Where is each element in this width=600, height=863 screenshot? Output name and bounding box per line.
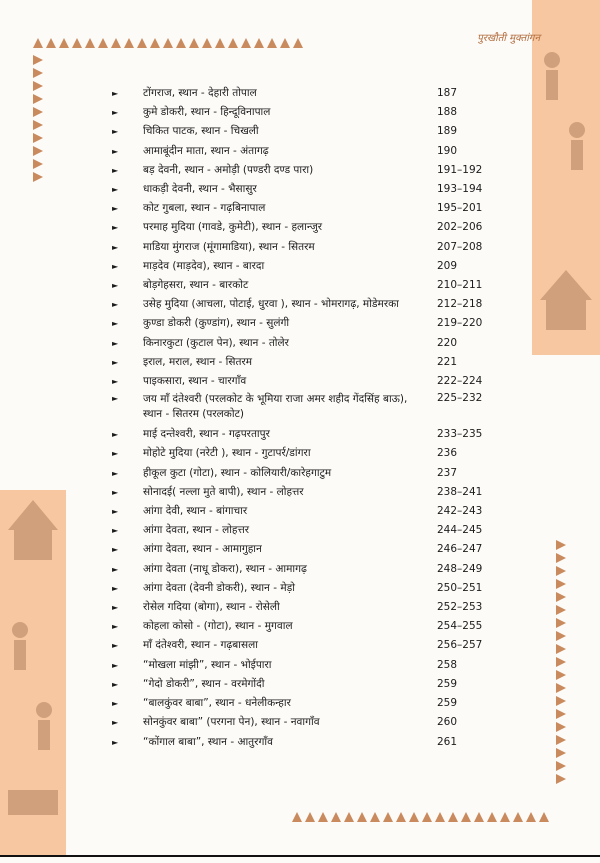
bullet-icon: ► <box>112 487 119 497</box>
toc-entry <box>112 636 492 655</box>
bullet-icon: ► <box>112 108 119 118</box>
bullet-icon: ► <box>112 430 119 440</box>
entry-pages: 187 <box>437 87 458 99</box>
entry-pages: 260 <box>437 716 458 729</box>
entry-pages: 190 <box>437 144 458 157</box>
bullet-icon: ► <box>112 261 119 271</box>
entry-title: कोट गुबला, स्थान - गढ़बिनापाल <box>143 202 266 215</box>
toc-entry <box>112 713 492 732</box>
entry-title: हीकूल कुटा (गोटा), स्थान - कोलियारी/कारेहगाटुम <box>143 466 332 479</box>
bullet-icon: ► <box>112 357 119 367</box>
toc-entry <box>112 84 492 103</box>
entry-title: आमाबूंदीन माता, स्थान - अंतागढ़ <box>143 144 269 157</box>
bullet-icon: ► <box>112 699 119 709</box>
toc-entry <box>112 142 492 161</box>
toc-entry <box>112 199 492 218</box>
bullet-icon: ► <box>112 507 119 517</box>
entry-pages: 193–194 <box>437 183 483 196</box>
tribal-art-illustration <box>0 490 66 855</box>
bullet-icon: ► <box>112 718 119 728</box>
entry-pages: 188 <box>437 106 458 119</box>
entry-title: जय माँ दंतेश्वरी (परलकोट के भूमिया राजा अमर शहीद गेंदसिंह बाऊ), स्थान - सितरम (परलकोट) <box>143 393 408 421</box>
entry-pages: 220 <box>437 336 458 349</box>
bullet-icon: ► <box>112 319 119 329</box>
toc-entry <box>112 598 492 617</box>
bullet-icon: ► <box>112 377 119 387</box>
toc-entry <box>112 122 492 141</box>
entry-title: इराल, मराल, स्थान - सितरम <box>143 355 253 368</box>
entry-pages: 248–249 <box>437 562 483 575</box>
entry-pages: 246–247 <box>437 543 483 556</box>
entry-pages: 219–220 <box>437 317 483 330</box>
toc-entry <box>112 257 492 276</box>
toc-entry <box>112 444 492 463</box>
toc-entry <box>112 464 492 483</box>
entry-pages: 233–235 <box>437 428 483 441</box>
bullet-icon: ► <box>112 127 119 137</box>
entry-title: माई दन्तेश्वरी, स्थान - गढ़परतापुर <box>143 428 270 441</box>
triangle-border-bottom <box>292 812 549 822</box>
entry-pages: 261 <box>437 735 458 748</box>
entry-title: माड़देव (माड़देव), स्थान - बारदा <box>143 259 265 272</box>
entry-title: माडिया मुंगराज (मूंगामाडिया), स्थान - सितरम <box>143 240 315 253</box>
bullet-icon: ► <box>112 583 119 593</box>
toc-entry <box>112 483 492 502</box>
entry-title: किनारकुटा (कुटाल पेन), स्थान - तोलेर <box>143 336 289 349</box>
entry-title: आंगा देवी, स्थान - बांगाचार <box>143 505 248 518</box>
entry-pages: 212–218 <box>437 298 483 311</box>
bullet-icon: ► <box>112 165 119 175</box>
entry-title: उसेह मुदिया (आचला, पोटाई, धुरवा ), स्थान - भोमरागढ़, मोडेमरका <box>143 298 399 311</box>
entry-pages: 238–241 <box>437 485 483 498</box>
toc-entry <box>112 180 492 199</box>
bullet-icon: ► <box>112 185 119 195</box>
table-of-contents <box>112 84 492 752</box>
entry-title: कोहला कोसो - (गोटा), स्थान - मुगवाल <box>143 620 293 633</box>
entry-pages: 209 <box>437 259 458 272</box>
toc-entry <box>112 353 492 372</box>
entry-title: “बालकुंवर बाबा”, स्थान - धनेलीकन्हार <box>143 697 291 710</box>
toc-entry <box>112 238 492 257</box>
entry-title: आंगा देवता, स्थान - आमागुहान <box>143 543 262 556</box>
triangle-border-top <box>33 38 303 48</box>
bullet-icon: ► <box>112 545 119 555</box>
bullet-icon: ► <box>112 449 119 459</box>
entry-pages: 237 <box>437 466 458 479</box>
toc-entry <box>112 103 492 122</box>
entry-pages: 244–245 <box>437 524 483 537</box>
entry-pages: 259 <box>437 677 458 690</box>
entry-pages: 256–257 <box>437 639 483 652</box>
triangle-border-left <box>33 55 43 182</box>
toc-entry <box>112 617 492 636</box>
entry-title: पाइकसारा, स्थान - चारगाँव <box>143 375 247 388</box>
toc-entry <box>112 295 492 314</box>
bullet-icon: ► <box>112 223 119 233</box>
bullet-icon: ► <box>112 300 119 310</box>
bullet-icon: ► <box>112 641 119 651</box>
entry-pages: 250–251 <box>437 581 483 594</box>
entry-title: कुण्डा डोकरी (कुण्डांग), स्थान - सुलंगी <box>143 317 290 330</box>
bullet-icon: ► <box>112 468 119 478</box>
entry-title: माँ दंतेश्वरी, स्थान - गढ़बासला <box>143 639 258 652</box>
toc-entry <box>112 560 492 579</box>
entry-pages: 189 <box>437 125 458 138</box>
bottom-border-line <box>0 855 600 857</box>
bullet-icon: ► <box>112 281 119 291</box>
tribal-art-illustration <box>532 0 600 355</box>
entry-pages: 191–192 <box>437 163 483 176</box>
entry-pages: 195–201 <box>437 202 483 215</box>
entry-title: चिकित पाटक, स्थान - चिखली <box>143 125 259 138</box>
toc-entry <box>112 372 492 391</box>
entry-title: आंगा देवता (देवनी डोकरी), स्थान - मेड़ो <box>143 581 295 594</box>
toc-entry <box>112 334 492 353</box>
toc-entry <box>112 218 492 237</box>
entry-pages: 236 <box>437 447 458 460</box>
entry-title: धाकड़ी देवनी, स्थान - भैसासुर <box>143 183 257 196</box>
toc-entry <box>112 579 492 598</box>
entry-pages: 210–211 <box>437 279 483 292</box>
bullet-icon: ► <box>112 89 119 98</box>
toc-entry <box>112 675 492 694</box>
entry-pages: 258 <box>437 658 458 671</box>
entry-title: सोनादई( नल्ला मुते बापी), स्थान - लोहत्तर <box>143 485 304 498</box>
bullet-icon: ► <box>112 242 119 252</box>
entry-pages: 254–255 <box>437 620 483 633</box>
bullet-icon: ► <box>112 394 119 404</box>
entry-pages: 259 <box>437 697 458 710</box>
toc-entry <box>112 161 492 180</box>
entry-pages: 225–232 <box>437 392 483 405</box>
entry-title: “गेदो डोकरी”, स्थान - वरमेगोंदी <box>143 677 265 690</box>
toc-entry <box>112 521 492 540</box>
entry-pages: 207–208 <box>437 240 483 253</box>
entry-title: परमाह मुदिया (गावडे, कुमेटी), स्थान - हलान्जुर <box>143 221 323 234</box>
entry-title: बोड़गेहसरा, स्थान - बारकोट <box>143 279 249 292</box>
entry-title: टोंगराज, स्थान - देहारी तोपाल <box>143 87 257 99</box>
bullet-icon: ► <box>112 603 119 613</box>
entry-title: रोसेल गदिया (बोगा), स्थान - रोसेली <box>143 601 280 614</box>
toc-entry <box>112 391 492 425</box>
decorative-panel-bottom-left <box>0 490 66 855</box>
toc-entry <box>112 733 492 752</box>
entry-title: आंगा देवता, स्थान - लोहत्तर <box>143 524 250 537</box>
bullet-icon: ► <box>112 204 119 214</box>
entry-pages: 242–243 <box>437 505 483 518</box>
toc-entry <box>112 540 492 559</box>
toc-entry <box>112 425 492 444</box>
entry-pages: 252–253 <box>437 601 483 614</box>
bullet-icon: ► <box>112 526 119 536</box>
entry-title: मोहोटे मुदिया (नरेटी ), स्थान - गुटापर्र/डांगरा <box>143 447 311 460</box>
bullet-icon: ► <box>112 564 119 574</box>
bullet-icon: ► <box>112 146 119 156</box>
entry-pages: 222–224 <box>437 375 483 388</box>
toc-entry <box>112 694 492 713</box>
toc-entry <box>112 502 492 521</box>
entry-pages: 221 <box>437 355 458 368</box>
entry-pages: 202–206 <box>437 221 483 234</box>
bullet-icon: ► <box>112 679 119 689</box>
entry-title: सोनकुंवर बाबा” (परगना पेन), स्थान - नवागाँव <box>143 716 320 729</box>
entry-title: “मोखला मांझी”, स्थान - भोईपारा <box>143 658 272 671</box>
bullet-icon: ► <box>112 622 119 632</box>
triangle-border-right <box>556 540 566 784</box>
bullet-icon: ► <box>112 737 119 747</box>
toc-entry <box>112 656 492 675</box>
entry-title: कुमे डोकरी, स्थान - हिन्दूविनापाल <box>143 106 271 119</box>
logo-text: पुरखौती मुक्तांगन <box>477 33 540 44</box>
toc-entry <box>112 314 492 333</box>
toc-entry <box>112 276 492 295</box>
bullet-icon: ► <box>112 660 119 670</box>
entry-title: आंगा देवता (नाधू डोकरा), स्थान - आमागढ़ <box>143 562 307 575</box>
entry-title: बड़ देवनी, स्थान - अमोड़ी (पण्डरी दण्ड पारा) <box>143 163 314 176</box>
decorative-panel-top-right <box>532 0 600 355</box>
bullet-icon: ► <box>112 338 119 348</box>
entry-title: “कोंगाल बाबा”, स्थान - आतुरगाँव <box>143 735 273 748</box>
